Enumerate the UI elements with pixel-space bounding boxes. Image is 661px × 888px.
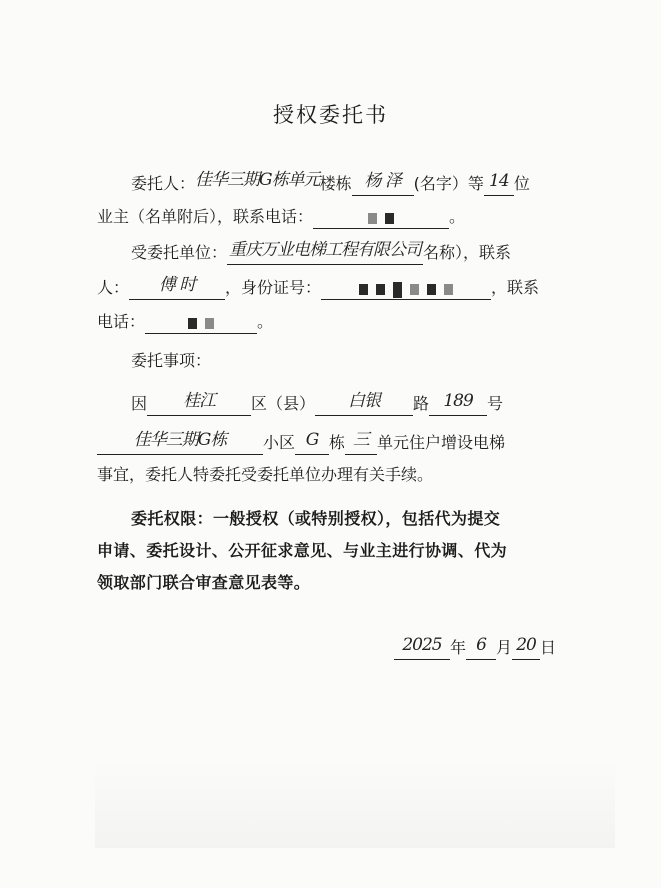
matter-road-label: 路 (413, 394, 430, 413)
scope-line-1: 委托权限：一般授权（或特别授权），包括代为提交 (131, 509, 501, 528)
matter-heading (131, 349, 633, 373)
redaction-mark (427, 284, 436, 295)
matter-unit-blank (345, 432, 377, 455)
agent-id-label: ，身份证号： (225, 278, 322, 297)
matter-road-blank (315, 393, 413, 416)
date-year-blank (394, 637, 450, 660)
matter-because: 因 (131, 394, 148, 413)
redaction-mark (359, 284, 368, 295)
agent-id-redacted (321, 277, 491, 300)
date-month-blank (466, 637, 496, 660)
date-month-label: 月 (496, 638, 513, 657)
agent-person-blank (129, 277, 225, 300)
matter-conclusion: 事宜，委托人特委托受委托单位办理有关手续。 (97, 465, 434, 484)
agent-line-1 (131, 241, 633, 265)
principal-phone-label: 业主（名单附后），联系电话： (97, 207, 314, 226)
agent-contact-suffix: ，联系 (491, 278, 540, 297)
principal-phone-redacted (313, 206, 449, 229)
principal-name-handwriting: 杨 泽 (364, 171, 401, 191)
agent-person-label: 人： (97, 278, 130, 297)
redaction-mark (188, 318, 197, 329)
agent-company-blank (227, 242, 423, 265)
agent-phone-label: 电话： (97, 312, 146, 331)
principal-count-handwriting: 14 (489, 171, 509, 191)
matter-building-label: 栋 (329, 433, 346, 452)
matter-district-label: 区（县） (251, 394, 316, 413)
principal-name-note: (名字）等 (413, 174, 484, 193)
redaction-mark (385, 213, 394, 224)
matter-community-label: 小区 (263, 433, 296, 452)
scope-line-3: 领取部门联合审查意见表等。 (97, 573, 311, 592)
date-month-handwriting: 6 (476, 635, 486, 655)
agent-line-2 (97, 276, 633, 300)
redaction-mark (444, 284, 453, 295)
matter-district-blank (147, 393, 251, 416)
matter-unit-label: 单元住户增设电梯 (377, 433, 506, 452)
agent-line-3 (97, 310, 633, 334)
agent-company-handwriting: 重庆万业电梯工程有限公司 (229, 240, 422, 260)
matter-line-2 (97, 431, 633, 455)
matter-building-handwriting: G (305, 430, 319, 450)
principal-line-1 (131, 172, 633, 196)
date-day-label: 日 (540, 638, 557, 657)
principal-community-handwriting: 佳华三期G栋单元 (195, 170, 320, 190)
document-title: 授权委托书 (273, 103, 388, 127)
scope-line-2: 申请、委托设计、公开征求意见、与业主进行协调、代为 (97, 541, 508, 560)
matter-district-handwriting: 桂江 (183, 391, 216, 411)
agent-label: 受委托单位： (131, 243, 228, 262)
matter-number-blank (429, 393, 487, 416)
principal-name-blank (352, 173, 414, 196)
matter-road-handwriting: 白银 (348, 391, 381, 411)
date-day-handwriting: 20 (516, 635, 536, 655)
date-year-handwriting: 2025 (402, 635, 442, 655)
matter-community-handwriting: 佳华三期G栋 (133, 430, 227, 450)
principal-building-suffix: 楼栋 (319, 174, 352, 193)
agent-company-note: 名称），联系 (423, 243, 512, 262)
redaction-mark (205, 318, 214, 329)
date-line (394, 636, 556, 660)
matter-building-blank (295, 432, 329, 455)
matter-number-label: 号 (487, 394, 504, 413)
redaction-mark (393, 282, 402, 298)
principal-end: 。 (449, 207, 466, 226)
matter-line-1 (131, 392, 633, 416)
principal-line-2 (97, 205, 633, 229)
principal-count-unit: 位 (513, 174, 530, 193)
matter-unit-handwriting: 三 (353, 430, 370, 450)
principal-count-blank (484, 173, 514, 196)
agent-end: 。 (257, 312, 274, 331)
matter-line-3 (97, 463, 633, 487)
matter-label: 委托事项： (131, 351, 212, 370)
matter-number-handwriting: 189 (443, 391, 473, 411)
principal-label: 委托人： (131, 174, 196, 193)
agent-person-handwriting: 傅 时 (158, 275, 196, 295)
redaction-mark (376, 284, 385, 295)
date-day-blank (512, 637, 540, 660)
agent-phone-redacted (145, 311, 257, 334)
matter-community-blank (97, 432, 263, 455)
redaction-mark (410, 284, 419, 295)
paper-shadow (95, 758, 615, 848)
redaction-mark (368, 213, 377, 224)
date-year-label: 年 (450, 638, 467, 657)
